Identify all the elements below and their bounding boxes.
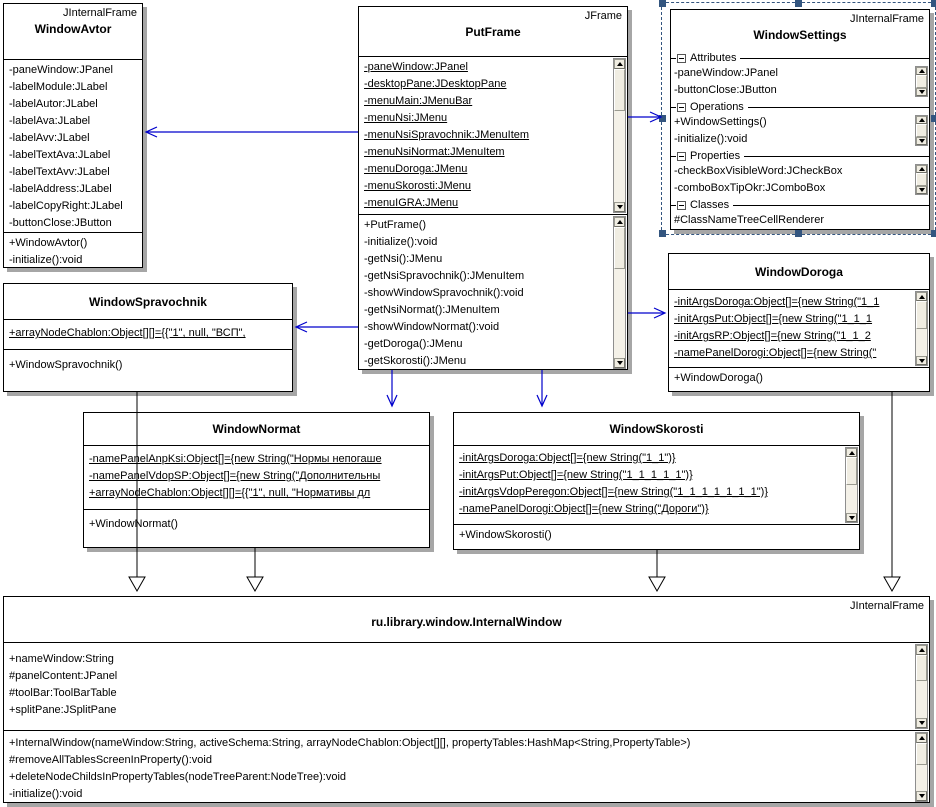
attribute-row[interactable]: -desktopPane:JDesktopPane (364, 78, 507, 90)
group-label: Attributes (690, 52, 737, 64)
association-putframe-to-windowdoroga[interactable] (628, 308, 665, 318)
scrollbar[interactable] (613, 58, 626, 213)
generalization-windownormat-to-internalwindow[interactable] (247, 548, 263, 591)
operation-row[interactable]: -initialize():void (364, 236, 438, 248)
operation-row[interactable]: -showWindowSpravochnik():void (364, 287, 524, 299)
arrow-up-icon (919, 736, 925, 740)
operation-row[interactable]: +WindowSkorosti() (459, 529, 552, 541)
operations-compartment (454, 525, 859, 551)
stereotype-label: JInternalFrame (850, 600, 924, 612)
operation-row[interactable]: -initialize():void (674, 133, 748, 145)
operation-row[interactable]: +InternalWindow(nameWindow:String, activeSchema:String, arrayNodeChablon:Object[][], propertyTables:HashMap<String,PropertyTable>) (9, 737, 691, 749)
operation-row[interactable]: #removeAllTablesScreenInProperty():void (9, 754, 212, 766)
scroll-down-button[interactable] (916, 88, 927, 96)
class-header (84, 413, 429, 446)
scroll-track[interactable] (846, 457, 857, 513)
association-putframe-to-windowskorosti[interactable] (537, 370, 547, 406)
attribute-row[interactable]: -paneWindow:JPanel (364, 61, 468, 73)
group-label: Operations (690, 101, 744, 113)
attribute-row[interactable]: -labelModule:JLabel (9, 81, 108, 93)
scrollbar[interactable] (915, 164, 928, 195)
attribute-row[interactable]: -initArgsDoroga:Object[]={new String("1_1")} (459, 452, 676, 464)
class-header (671, 10, 929, 50)
attributes-compartment (454, 446, 859, 525)
scroll-up-button[interactable] (614, 59, 625, 69)
scroll-up-button[interactable] (916, 733, 927, 743)
attribute-row[interactable]: -labelAvv:JLabel (9, 132, 90, 144)
association-putframe-to-windownormat[interactable] (387, 370, 397, 406)
arrow-up-icon (849, 451, 855, 455)
scrollbar[interactable] (915, 732, 928, 802)
selection-handle[interactable] (659, 230, 666, 237)
scroll-thumb[interactable] (916, 301, 927, 329)
scroll-thumb[interactable] (916, 124, 927, 137)
association-putframe-to-windowspravochnik[interactable] (296, 322, 358, 332)
scroll-down-button[interactable] (846, 513, 857, 522)
operation-row[interactable]: -initialize():void (9, 254, 83, 266)
scroll-up-button[interactable] (916, 67, 927, 75)
class-name: WindowNormat (212, 422, 301, 436)
attributes-compartment (359, 57, 627, 215)
operations-compartment (669, 368, 929, 393)
selection-handle[interactable] (795, 230, 802, 237)
attributes-compartment (84, 446, 429, 510)
attribute-row[interactable]: -initArgsPut:Object[]={new String("1_1_1 (674, 313, 873, 325)
association-putframe-to-windowavtor[interactable] (146, 127, 358, 137)
arrow-up-icon (617, 62, 623, 66)
collapse-icon[interactable] (677, 54, 686, 63)
operation-row[interactable]: -getNsiNormat():JMenuItem (364, 304, 500, 316)
arrow-up-icon (919, 167, 925, 171)
association-putframe-to-windowsettings[interactable] (628, 112, 661, 122)
scroll-down-button[interactable] (916, 791, 927, 801)
scroll-track[interactable] (916, 124, 927, 137)
attribute-row[interactable]: -initArgsRP:Object[]={new String("1_1_2 (674, 330, 871, 342)
scroll-up-button[interactable] (614, 217, 625, 227)
group-label: Classes (690, 199, 730, 211)
operation-row[interactable]: -getSkorosti():JMenu (364, 355, 467, 367)
class-window-spravochnik[interactable] (3, 283, 293, 392)
scrollbar[interactable] (613, 216, 626, 369)
class-window-avtor[interactable] (3, 3, 143, 268)
arrow-up-icon (617, 220, 623, 224)
operation-row[interactable]: -getNsi():JMenu (364, 253, 443, 265)
attribute-row[interactable]: -menuIGRA:JMenu (364, 197, 459, 209)
scroll-up-button[interactable] (916, 116, 927, 124)
arrow-up-icon (919, 648, 925, 652)
attribute-row[interactable]: -labelTextAvv:JLabel (9, 166, 110, 178)
scroll-track[interactable] (916, 655, 927, 718)
attribute-row[interactable]: -initArgsPut:Object[]={new String("1_1_1_1_1")} (459, 469, 693, 481)
arrow-up-icon (919, 118, 925, 122)
collapse-icon[interactable] (677, 201, 686, 210)
scroll-up-button[interactable] (846, 448, 857, 457)
class-name: WindowSettings (753, 28, 847, 42)
attribute-row[interactable]: -namePanelVdopSP:Object[]={new String("Дополнительны (89, 470, 381, 482)
class-name: PutFrame (465, 25, 521, 39)
operations-compartment (4, 731, 929, 803)
operation-row[interactable]: +WindowSpravochnik() (9, 359, 123, 371)
scroll-thumb[interactable] (916, 173, 927, 186)
scroll-track[interactable] (614, 69, 625, 202)
operation-row[interactable]: -getNsiSpravochnik():JMenuItem (364, 270, 525, 282)
class-window-normat[interactable] (83, 412, 430, 548)
attributes-compartment (4, 643, 929, 731)
arrow-down-icon (919, 794, 925, 798)
class-window-settings[interactable] (670, 9, 930, 230)
attribute-row[interactable]: -paneWindow:JPanel (674, 67, 778, 79)
attributes-compartment (4, 320, 292, 350)
attribute-row[interactable]: +splitPane:JSplitPane (9, 704, 117, 716)
class-internal-window[interactable] (3, 596, 930, 803)
scrollbar[interactable] (915, 115, 928, 146)
operation-row[interactable]: +WindowDoroga() (674, 372, 763, 384)
attribute-row[interactable]: #toolBar:ToolBarTable (9, 687, 117, 699)
class-name: WindowAvtor (34, 22, 112, 36)
scroll-down-button[interactable] (614, 202, 625, 212)
collapse-icon[interactable] (677, 103, 686, 112)
scroll-down-button[interactable] (916, 137, 927, 145)
selection-handle[interactable] (931, 115, 936, 122)
scrollbar[interactable] (915, 644, 928, 729)
properties-group (671, 149, 929, 197)
attribute-row[interactable]: -labelCopyRight:JLabel (9, 200, 123, 212)
attribute-row[interactable]: -menuMain:JMenuBar (364, 95, 473, 107)
arrow-down-icon (919, 139, 925, 143)
attribute-row[interactable]: -labelAddress:JLabel (9, 183, 112, 195)
scroll-up-button[interactable] (916, 292, 927, 301)
scroll-track[interactable] (916, 75, 927, 88)
scroll-up-button[interactable] (916, 645, 927, 655)
selection-handle[interactable] (795, 0, 802, 7)
group-label: Properties (690, 150, 741, 162)
attribute-row[interactable]: -menuSkorosti:JMenu (364, 180, 471, 192)
scrollbar[interactable] (915, 66, 928, 97)
operations-compartment (4, 350, 292, 392)
attribute-row[interactable]: +arrayNodeChablon:Object[][]={{"1", null, "Нормативы дл (89, 487, 371, 499)
attribute-row[interactable]: -labelTextAva:JLabel (9, 149, 111, 161)
arrow-down-icon (849, 516, 855, 520)
attribute-row[interactable]: -initArgsVdopPeregon:Object[]={new String("1_1_1_1_1_1_1")} (459, 486, 768, 498)
scroll-thumb[interactable] (916, 743, 927, 765)
property-row[interactable]: -checkBoxVisibleWord:JCheckBox (674, 165, 843, 177)
scroll-thumb[interactable] (614, 69, 625, 111)
group-header (671, 51, 929, 65)
arrow-down-icon (617, 205, 623, 209)
scroll-track[interactable] (916, 301, 927, 356)
attribute-row[interactable]: -menuNsiSpravochnik:JMenuItem (364, 129, 530, 141)
class-header (454, 413, 859, 446)
scroll-track[interactable] (916, 743, 927, 791)
arrow-up-icon (919, 295, 925, 299)
attribute-row[interactable]: -menuNsi:JMenu (364, 112, 448, 124)
scroll-track[interactable] (916, 173, 927, 186)
group-header (671, 149, 929, 163)
group-header (671, 198, 929, 212)
property-row[interactable]: -comboBoxTipOkr:JComboBox (674, 182, 826, 194)
scroll-down-button[interactable] (916, 718, 927, 728)
class-name: ru.library.window.InternalWindow (371, 615, 562, 629)
attribute-row[interactable]: #panelContent:JPanel (9, 670, 118, 682)
scroll-down-button[interactable] (916, 186, 927, 194)
attribute-row[interactable]: -menuNsiNormat:JMenuItem (364, 146, 505, 158)
arrow-down-icon (617, 361, 623, 365)
attribute-row[interactable]: -namePanelDorogi:Object[]={new String("Дороги")} (459, 503, 709, 515)
attribute-row[interactable]: -buttonClose:JButton (9, 217, 112, 229)
attribute-row[interactable]: +arrayNodeChablon:Object[][]={{"1", null, "ВСП", (9, 327, 246, 339)
arrow-up-icon (919, 69, 925, 73)
arrow-down-icon (919, 90, 925, 94)
operation-row[interactable]: -getDoroga():JMenu (364, 338, 463, 350)
attribute-row[interactable]: -labelAva:JLabel (9, 115, 91, 127)
selection-handle[interactable] (659, 115, 666, 122)
operation-row[interactable]: +WindowNormat() (89, 518, 178, 530)
selection-handle[interactable] (931, 0, 936, 7)
arrow-down-icon (919, 188, 925, 192)
scroll-thumb[interactable] (846, 457, 857, 485)
attributes-group (671, 51, 929, 99)
class-header (4, 284, 292, 320)
class-name: WindowSpravochnik (89, 295, 207, 309)
attribute-row[interactable]: -namePanelDorogi:Object[]={new String(" (674, 347, 877, 359)
class-header (359, 7, 627, 57)
scrollbar[interactable] (845, 447, 858, 523)
class-name: WindowDoroga (755, 265, 843, 279)
scroll-down-button[interactable] (916, 356, 927, 365)
attributes-compartment (669, 290, 929, 368)
operations-compartment (4, 233, 142, 268)
group-header (671, 100, 929, 114)
collapse-icon[interactable] (677, 152, 686, 161)
attribute-row[interactable]: +nameWindow:String (9, 653, 114, 665)
selection-handle[interactable] (931, 230, 936, 237)
class-window-doroga[interactable] (668, 253, 930, 392)
class-row[interactable]: #ClassNameTreeCellRenderer (674, 214, 824, 226)
scroll-track[interactable] (614, 227, 625, 358)
classes-group (671, 198, 929, 229)
scroll-thumb[interactable] (916, 75, 927, 88)
class-name: WindowSkorosti (609, 422, 704, 436)
stereotype-label: JFrame (584, 10, 622, 22)
stereotype-label: JInternalFrame (850, 13, 924, 25)
class-window-skorosti[interactable] (453, 412, 860, 550)
attribute-row[interactable]: -labelAutor:JLabel (9, 98, 98, 110)
scroll-up-button[interactable] (916, 165, 927, 173)
operations-compartment (359, 215, 627, 370)
operation-row[interactable]: -showWindowNormat():void (364, 321, 500, 333)
stereotype-label: JInternalFrame (63, 7, 137, 19)
class-put-frame[interactable] (358, 6, 628, 370)
selection-handle[interactable] (659, 0, 666, 7)
operation-row[interactable]: -initialize():void (9, 788, 83, 800)
operation-row[interactable]: +deleteNodeChildsInPropertyTables(nodeTreeParent:NodeTree):void (9, 771, 347, 783)
operations-group (671, 100, 929, 148)
attribute-row[interactable]: -paneWindow:JPanel (9, 64, 113, 76)
scroll-thumb[interactable] (916, 655, 927, 681)
attribute-row[interactable]: -buttonClose:JButton (674, 84, 777, 96)
operations-compartment (84, 510, 429, 549)
operation-row[interactable]: +WindowAvtor() (9, 237, 88, 249)
operation-row[interactable]: +WindowSettings() (674, 116, 767, 128)
scroll-down-button[interactable] (614, 358, 625, 368)
generalization-windowskorosti-to-internalwindow[interactable] (649, 550, 665, 591)
class-header (4, 4, 142, 60)
attribute-row[interactable]: -menuDoroga:JMenu (364, 163, 468, 175)
arrow-down-icon (919, 359, 925, 363)
class-header (4, 597, 929, 643)
arrow-down-icon (919, 721, 925, 725)
operation-row[interactable]: +PutFrame() (364, 219, 427, 231)
scroll-thumb[interactable] (614, 227, 625, 269)
generalization-windowdoroga-to-internalwindow[interactable] (884, 392, 900, 591)
scrollbar[interactable] (915, 291, 928, 366)
attribute-row[interactable]: -initArgsDoroga:Object[]={new String("1_1 (674, 296, 880, 308)
class-header (669, 254, 929, 290)
attributes-compartment (4, 60, 142, 233)
attribute-row[interactable]: -namePanelAnpKsi:Object[]={new String("Нормы непогаше (89, 453, 382, 465)
